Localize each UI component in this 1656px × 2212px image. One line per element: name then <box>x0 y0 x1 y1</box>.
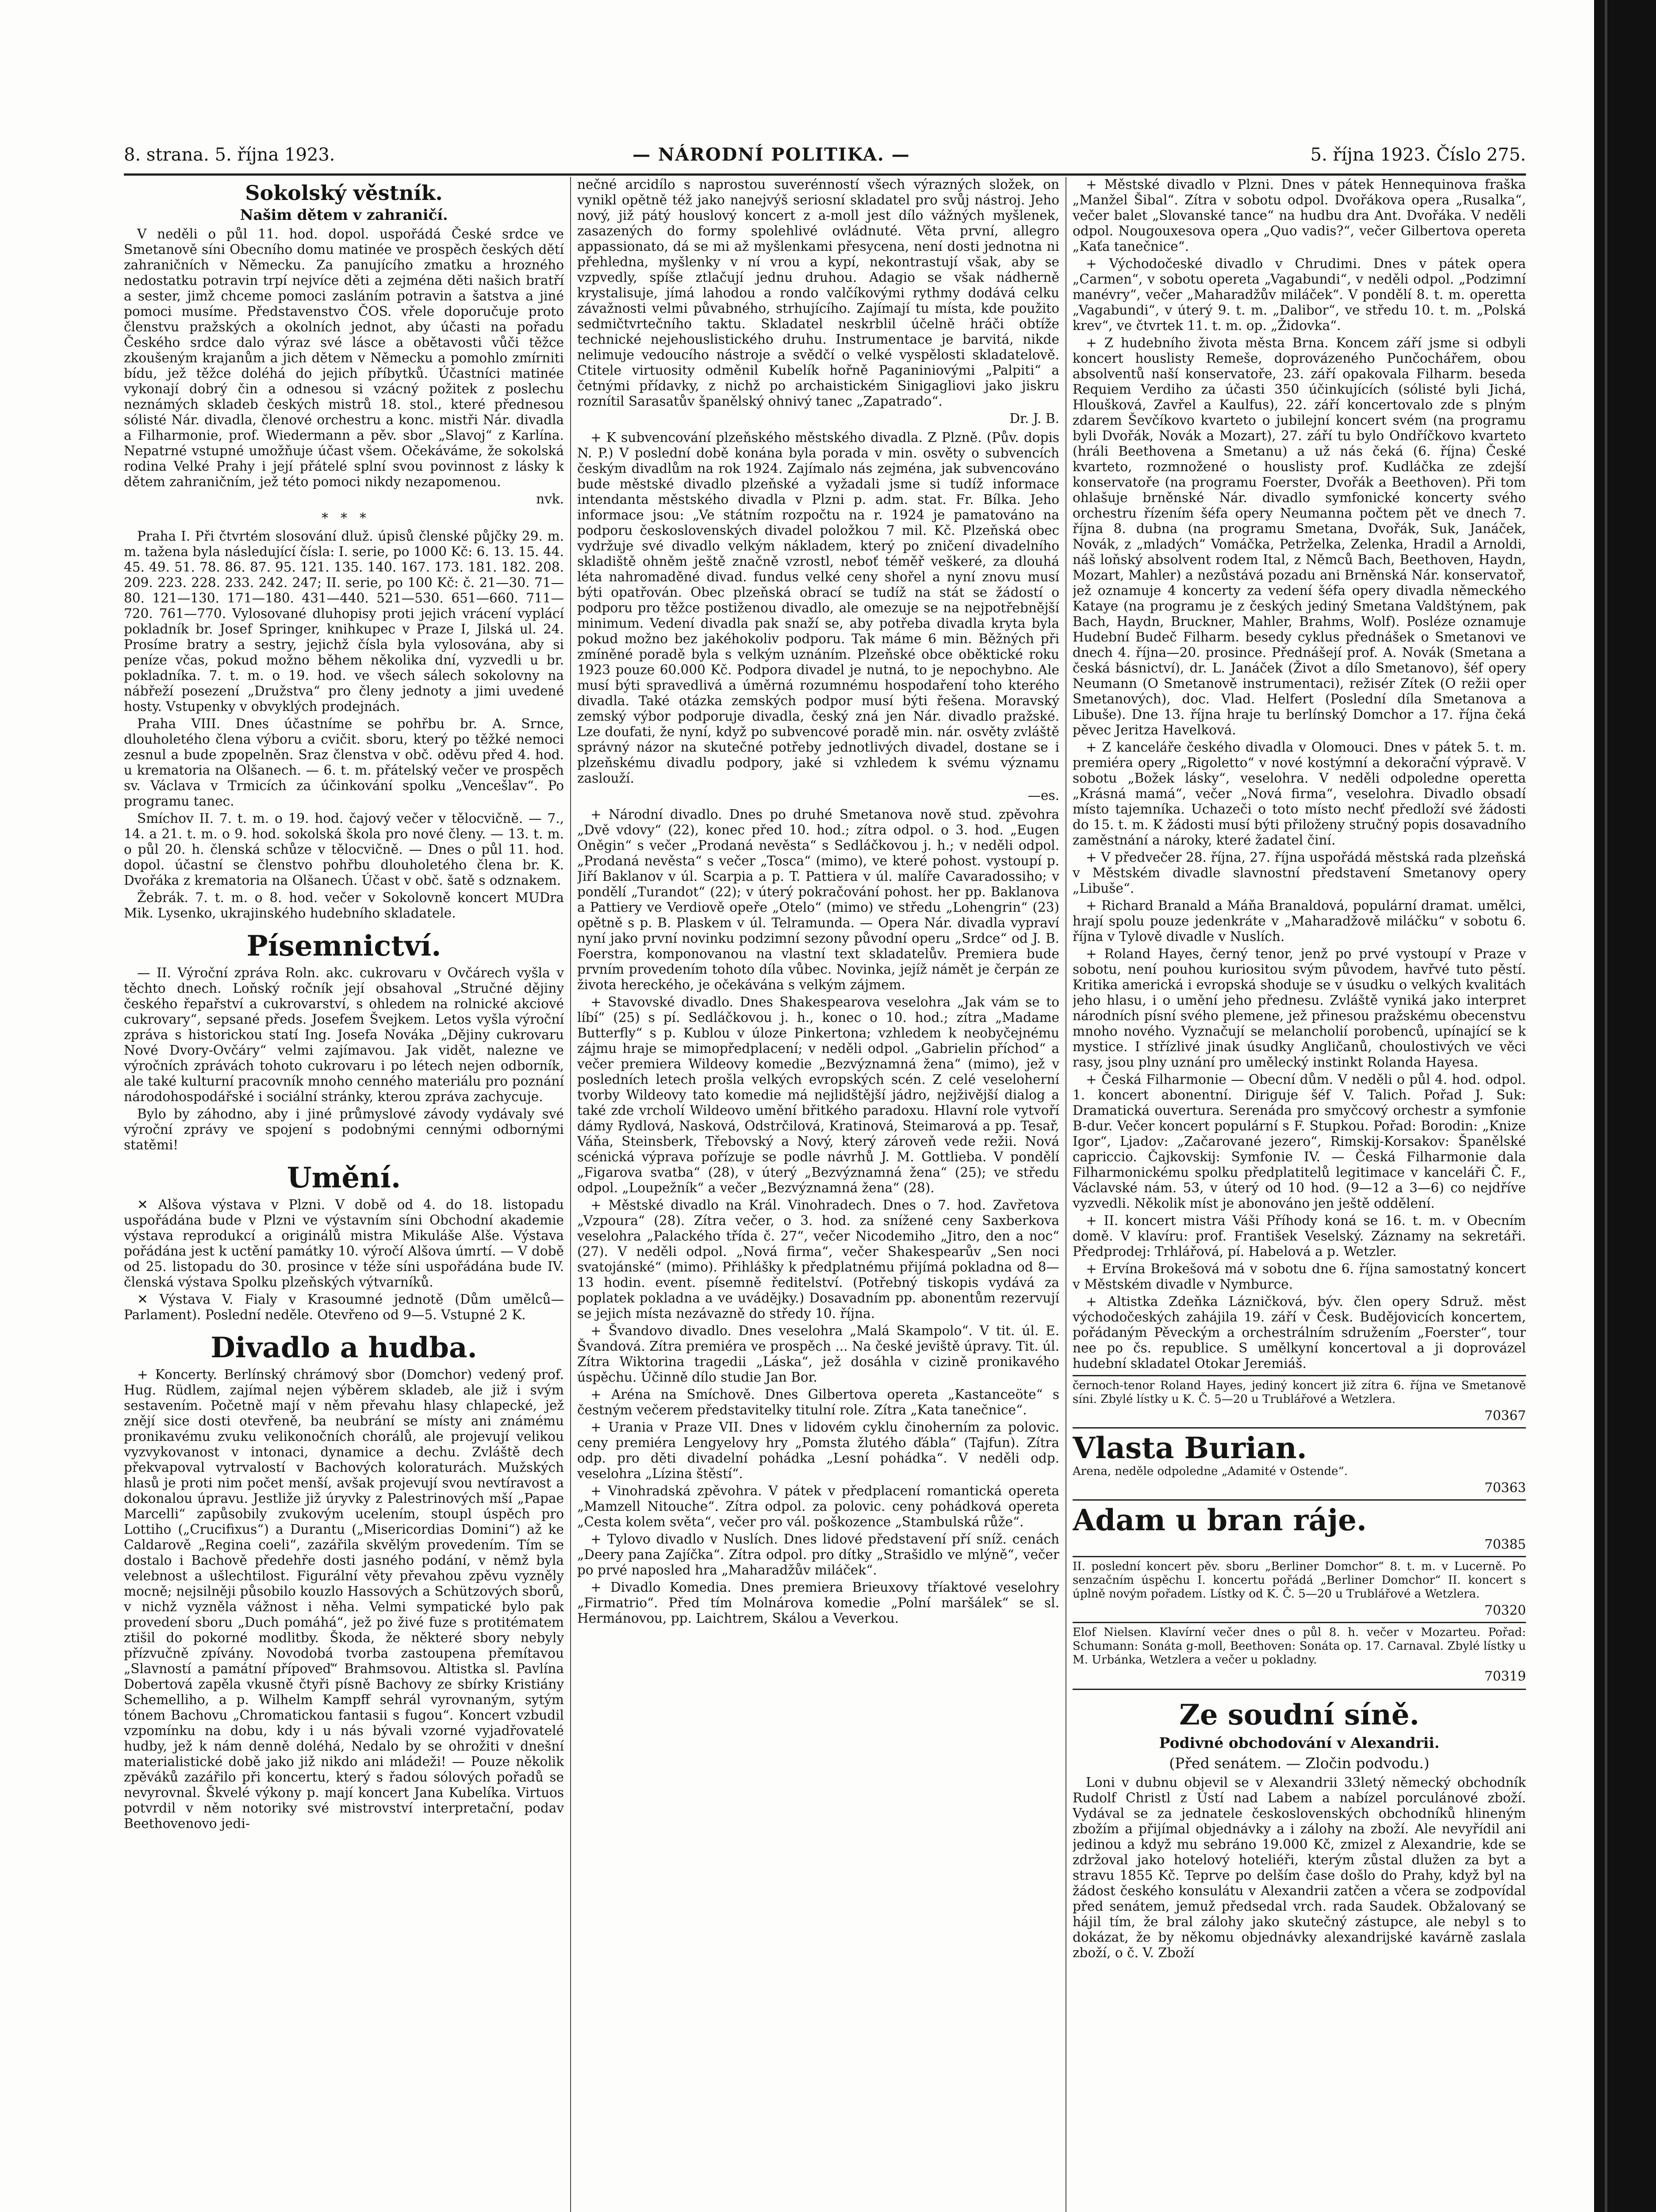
article-subtitle: (Před senátem. — Zločin podvodu.) <box>1169 1755 1430 1772</box>
ad-text: II. poslední koncert pěv. sboru „Berliner Domchor“ 8. t. m. v Lucerně. Po senzačním úspěchu I. koncertu pořádá „Berliner Domchor“ II. koncert s úplně novým pořadem. Lístky od K. Č. 5—20 u Trublářové a Wetzlera. <box>1073 1560 1526 1601</box>
article-paragraph: Loni v dubnu objevil se v Alexandrii 33letý německý obchodník Rudolf Christl z Ústí nad Labem a nabízel porculánové zboží. Vydával se za jednatele československých obchodníků hlineným zbožím a přijímal objednávky a i zálohy na zboží. Ale nevyřídil ani jedinou a když mu sebráno 19.000 Kč, zmizel z Alexandrie, kde se zdržoval jako hotelový hoteliéři, kterým zůstal dlužen za byt a stravu 1855 Kč. Teprve po delším čase došlo do Prahy, když byl na žádost českého konsulátu v Alexandrii zatčen a včera se zodpovídal před senátem, jemuž předsedal vrch. rada Saudek. Obžalovaný se hájil tím, že bral zálohy jako skutečný zástupce, ale nebyl s to dokázat, že by někomu objednávky alexandrijské kavárně zaslala zboží, o č. V. Zboží <box>1073 1775 1526 1960</box>
article-paragraph: Smíchov II. 7. t. m. o 19. hod. čajový večer v tělocvičně. — 7., 14. a 21. t. m. o 9. hod. sokolská škola pro nové členy. — 13. t. m. o půl 20. h. členská schůze v tělocvičně. — Dnes o půl 11. hod. dopol. účastní se členstvo pohřbu dlouholetého člena br. K. Dvořáka z krematoria na Olšanech. Účast v obč. šatě s odznakem. <box>124 811 564 888</box>
article-paragraph: + Aréna na Smíchově. Dnes Gilbertova opereta „Kastanceöte“ s čestným večerem představitelky titulní role. Zítra „Kata tanečnice“. <box>577 1387 1059 1417</box>
advertisement-adam <box>1073 1499 1526 1552</box>
header-left: 8. strana. 5. října 1923. <box>124 145 335 165</box>
column-3 <box>1073 177 1526 2212</box>
ad-number: 70367 <box>1484 1408 1526 1423</box>
ad-title: Vlasta Burian. <box>1073 1431 1307 1465</box>
section-title-soud: Ze soudní síně. <box>1179 1698 1419 1732</box>
section-title-pisemnictvi: Písemnictví. <box>246 929 441 963</box>
ad-title: Adam u bran ráje. <box>1073 1503 1367 1537</box>
article-paragraph: + Městské divadlo na Král. Vinohradech. Dnes o 7. hod. Zavřetova „Vzpoura“ (28). Zítra večer, o 3. hod. za snížené ceny Saxberkova veselohra „Palackého třída č. 27“, večer Nicodemiho „Jitro, den a noc“ (27). V neděli odpol. „Nová firma“, večer Shakespearův „Sen noci svatojánské“ (mimo). Přihlášky k předplatnému přijímá pokladna od 8—13 hodin. event. písemně ředitelství. (Potřebný tiskopis vydává za poplatek pokladna a ve uvádějky.) Dosavadním pp. abonentům rezervují se jejich místa nezávazně do středy 10. října. <box>577 1198 1059 1321</box>
scanner-binding-edge <box>1594 0 1656 2212</box>
article-paragraph: + Vinohradská zpěvohra. V pátek v předplacení romantická opereta „Mamzell Nitouche“. Zítra odpol. za polovic. ceny pohádková opereta „Cesta kolem světa“, večer pro vál. poškozence „Stambulská růže“. <box>577 1483 1059 1529</box>
article-paragraph: + Stavovské divadlo. Dnes Shakespearova veselohra „Jak vám se to líbí“ (25) s pí. Sedláčkovou j. h., konec o 10. hod.; zítra „Madame Butterfly“ s p. Kublou v úloze Pinkertona; vzhledem k neobyčejnému zájmu hraje se mimopředplacení; v neděli odpol. „Gabrielin příchod“ a večer premiera Wildeovy komedie „Bezvýznamná žena“ (mimo), jež v posledních letech prošla velkých evropských scén. Z celé veseloherní tvorby Wildeovy tato komedie má nejlidštější jádro, nejživější dialog a také zde vrcholí Wildeovo umění břitkého paradoxu. Hlavní role vytvoří dámy Rydlová, Nasková, Odstrčilová, Kratinová, Steimarová a pp. Tesař, Váňa, Steinsberk, Třebovský a Nový, který zároveň vede režii. Nová scénická výprava pořízuje se podle návrhů J. M. Gottlieba. V pondělí „Figarova svatba“ (28), v úterý „Bezvýznamná žena“ (25); ve středu odpol. „Loupežník“ a večer „Bezvýznamná žena“ (28). <box>577 995 1059 1195</box>
advertisement-hayes <box>1073 1375 1526 1424</box>
ad-number: 70320 <box>1484 1603 1526 1618</box>
article-paragraph: + Městské divadlo v Plzni. Dnes v pátek Hennequinova fraška „Manžel Šibal“. Zítra v sobotu odpol. Dvořákova opera „Rusalka“, večer balet „Slovanské tance“ na hudbu dra Ant. Dvořáka. V neděli odpol. Nougouxesova opera „Quo vadis?“, večer Gilbertova opereta „Kaťa tanečnice“. <box>1073 177 1526 254</box>
article-signature: Dr. J. B. <box>1009 411 1059 426</box>
article-title: Podivné obchodování v Alexandrii. <box>1159 1734 1440 1751</box>
article-paragraph: + Divadlo Komedia. Dnes premiera Brieuxovy tříaktové veselohry „Firmatrio“. Před tím Molnárova komedie „Polní maršálek“ se sl. Hermánovou, pp. Laichtrem, Skálou a Veverkou. <box>577 1580 1059 1626</box>
article-paragraph: + Ervína Brokešová má v sobotu dne 6. října samostatný koncert v Městském divadle v Nymburce. <box>1073 1261 1526 1292</box>
section-title-divadlo: Divadlo a hudba. <box>211 1331 477 1364</box>
article-title: Našim dětem v zahraničí. <box>240 206 448 223</box>
ad-text: Elof Nielsen. Klavírní večer dnes o půl 8. h. večer v Mozarteu. Pořad: Schumann: Sonáta g-moll, Beethoven: Sonáta op. 17. Carnaval. Zbylé lístky u M. Urbánka, Wetzlera a večer u pokladny. <box>1073 1626 1526 1667</box>
article-paragraph: + Švandovo divadlo. Dnes veselohra „Malá Skampolo“. V tit. úl. E. Švandová. Zítra premiéra ve prospěch ... Na české jeviště úpravy. Tit. úl. Zítra Wiktorina tragedii „Láska“, jež dosáhla v cizině pronikavého úspěchu. Účinně dílo studie Jan Bor. <box>577 1323 1059 1385</box>
ad-text: černoch-tenor Roland Hayes, jediný koncert již zítra 6. října ve Smetanově síni. Zbylé lístky u K. Č. 5—20 u Trublářové a Wetzlera. <box>1073 1379 1526 1406</box>
article-paragraph: + II. koncert mistra Váši Příhody koná se 16. t. m. v Obecním domě. V klavíru: prof. František Veselský. Záznamy na sekretáři. Předprodej: Trhlářová, pí. Habelová a p. Wetzler. <box>1073 1213 1526 1259</box>
section-rule <box>1073 1689 1526 1690</box>
article-paragraph: nečné arcidílo s naprostou suverénností všech výrazných složek, on vynikl opětně též jako nanejvýš seriosní skladatel pro svůj nástroj. Jeho nový, již pátý houslový koncert z a-moll jest dílo vážných myšlenek, zasazených do formy spolehlivé ovládnuté. Věta první, allegro appassionato, dá se mi až myšlenkami přesycena, není dosti jednotna ni přehledna, myšlenky v ní vrou a kypí, nekontrastují však, aby se vzpvedly, spíše ztlačují jednu druhou. Adagio se však nádherně krystalisuje, jímá lahodou a rondo valčíkovými rythmy dodává celku závažnosti velmi půvabného, strhujícího. Zajímají tu místa, kde použito sedmičtvrtečního taktu. Skladatel neskrblil účelně hráči obtíže technické nejehouslistického druhu. Instrumentace je barvitá, nikde nelimuje vedoucího nástroje a svědčí o velké vyspělosti skladatelově. Ctitele virtuosity odměnil Kubelík hořně Paganiniovými „Palpiti“ a četnými přídavky, z nichž po archaistickém Sinigagliovi jako jiskru roznítil Sarasatův španělský ohnivý tanec „Zapatrado“. <box>577 177 1059 409</box>
article-paragraph: + Východočeské divadlo v Chrudimi. Dnes v pátek opera „Carmen“, v sobotu opereta „Vagabundi“, v neděli odpol. „Podzimní manévry“, večer „Maharadžův miláček“. V pondělí 8. t. m. operetta „Vagabundi“, v úterý 9. t. m. „Dalibor“, ve středu 10. t. m. „Polská krev“, ve čtvrtek 11. t. m. op. „Židovka“. <box>1073 256 1526 333</box>
column-separator <box>570 177 571 2212</box>
article-paragraph: + Koncerty. Berlínský chrámový sbor (Domchor) vedený prof. Hug. Rüdlem, zajímal nejen výběrem skladeb, ale již i svým sestavením. Početně mají v něm převahu hlasy chlapecké, jež znějí sice dosti otevřeně, ba neubrání se místy ani známému pronikavému zvuku velikonočních chorálů, ale projevují velikou vyzvykovanost v intonaci, dynamice a dechu. Zvláště dech překvapoval vytrvalostí v Bachových koloraturách. Mužských hlasů je proti nim počet menší, avšak projevují svou nevtíravost a dokonalou úpravu. Jestliže již úryvky z Palestrinových mší „Papae Marcelli“ zapůsobily zvukovým ucelením, stoupl úspěch pro Lottiho („Crucifixus“) a Durantu („Misericordias Domini“) až ke Caldarově „Regina coeli“, zazářila skvělým provedením. Tím se dostalo i Bachově předehře dosti jasného podání, v němž byla velebnost a ušlechtilost. Figurální věty převahou zpěvu vyzněly mocně; nejsilněji působilo kouzlo Hassových a Schützových sborů, v nichž vyzněla vážnost i něha. Velmi sympatické bylo pak provedení sboru „Duch pomáhá“, jež po živé fuze s protitématem ztišil do pokorné modlitby. Škoda, že některé sbory nebyly přízvučně zpívány. Novodobá tvorba zastoupena přemítavou „Slavností a památní přípoveď“ Brahmsovou. Altistka sl. Pavlína Dobertová zapěla vkusně čtyři písně Bachovy ze sbírky Kristiány Schemelliho, a p. Wilhelm Kampff sehrál vyrovnaným, sytým tónem Bachovu „Chromatickou fantasii s fugou“. Koncert vzbudil vzpomínku na dobu, kdy i u nás bývali vzorné vyjadřovatelé hudby, jež k nám denně doléhá, Nedalo by se ohrožiti v dnešní materialistické době jako již nikdo ani mládeži! — Pouze několik zpěváků zazářilo při koncertu, který s řadou sólových pořadů se nevyrovnal. Škvelé výkony p. mají koncert Jana Kubelíka. Virtuos potvrdil v něm notoriky své mistrovství interpretační, podav Beethovenovo jedi- <box>124 1367 564 1831</box>
article-paragraph: + Tylovo divadlo v Nuslích. Dnes lidové představení pří sníž. cenách „Deery pana Zajíčka“. Zítra odpol. pro dítky „Strašidlo ve mlýně“, večer po prvé naposled hra „Maharadžův miláček“. <box>577 1532 1059 1578</box>
article-paragraph: + Česká Filharmonie — Obecní dům. V neděli o půl 4. hod. odpol. 1. koncert abonentní. Diriguje šéf V. Talich. Pořad J. Suk: Dramatická ouvertura. Serenáda pro smyčcový orchestr a symfonie B-dur. Večer koncert populární s F. Stupkou. Pořad: Borodin: „Knize Igor“, Ljadov: „Začarované jezero“, Rimskij-Korsakov: Španělské capriccio. Čajkovskij: Symfonie IV. — Česká Filharmonie dala Filharmonickému spolku předplatitelů legitimace v kanceláři Č. F., Václavské nám. 53, v úterý od 10 hod. (9—12 a 3—6) co nejdříve vyzvedli. Několik míst je abonováno jen ještě oddělení. <box>1073 1072 1526 1211</box>
article-paragraph: + Roland Hayes, černý tenor, jenž po prvé vystoupí v Praze v sobotu, není pouhou kuriositou svým původem, havřvé tuto pěstí. Kritika americká i evropská shoduje se v úsudku o velkých kvalitách jeho hlasu, i o umění jeho přednesu. Zvláště vyniká jako interpret národních písní svého plemene, jež přinesou pražskému obecenstvu mnoho nového. Vyznačují se melancholií porobenců, upínající se k mystice. I střízlivé jinak úsudky Angličanů, choulostivých ve věci rasy, jsou plny uznání pro umělecký instinkt Rolanda Hayesa. <box>1073 946 1526 1070</box>
article-paragraph: + Urania v Praze VII. Dnes v lidovém cyklu činoherním za polovic. ceny premiéra Lengyelovy hry „Pomsta žlutého ďábla“ (Tajfun). Zítra odp. pro děti divadelní pohádka „Lesní pohádka“. V neděli odp. veselohra „Lízina štěstí“. <box>577 1420 1059 1481</box>
ad-number: 70363 <box>1484 1480 1526 1495</box>
article-paragraph: Žebrák. 7. t. m. o 8. hod. večer v Sokolovně koncert MUDra Mik. Lysenko, ukrajinského hudebního skladatele. <box>124 890 564 921</box>
article-signature: —es. <box>1027 788 1059 803</box>
section-title-sokol: Sokolský věstník. <box>245 181 443 205</box>
ad-number: 70319 <box>1484 1669 1526 1684</box>
article-paragraph: Praha I. Při čtvrtém slosování dluž. úpisů členské půjčky 29. m. m. tažena byla následující čísla: I. serie, po 1000 Kč: 6. 13. 15. 44. 45. 49. 51. 78. 86. 87. 95. 121. 135. 140. 167. 173. 181. 182. 208. 209. 223. 228. 233. 242. 247; II. serie, po 100 Kč: č. 21—30. 71—80. 121—130. 171—180. 431—440. 521—530. 651—660. 711—720. 761—770. Vylosované dluhopisy proti jejich vrácení vyplácí pokladník br. Josef Springer, knihkupec v Praze I, Jilská ul. 24. Prosíme bratry a sestry, jejichž čísla byla vylosována, aby si peníze včas, pokud možno během několika dní, vyzvedli u br. pokladníka. 7. t. m. o 19. hod. ve všech sálech sokolovny na nábřeží posezení „Družstva“ pro členy jednoty a jimi uvedené hosty. Vstupenky v obvyklých prodejnách. <box>124 529 564 714</box>
article-paragraph: + Richard Branald a Máňa Branaldová, populární dramat. umělci, hrají spolu pouze jedenkráte v „Maharadžově miláčku“ v sobotu 6. října v Tylově divadle v Nuslích. <box>1073 898 1526 944</box>
article-signature: nvk. <box>536 492 564 507</box>
column-2 <box>577 177 1059 2212</box>
ad-number: 70385 <box>1484 1537 1526 1552</box>
ad-text: Arena, neděle odpoledne „Adamité v Ostende“. <box>1073 1465 1348 1478</box>
article-paragraph: + Z hudebního života města Brna. Koncem září jsme si odbyli koncert houslisty Remeše, doprovázeného Punčochářem, obou absolventů naší konservatoře, 23. září opakovala Filharm. beseda Requiem Verdiho za účasti 350 účinkujících (sólisté byli Jichá, Hloušková, Zavřel a Kaulfus), 22. září koncertovalo zde s plným zdarem Ševčíkovo kvarteto o jubilejní koncert svém (na programu byli Dvořák, Novák a Mozart), 27. září tu bylo Ondříčkovo kvarteto (hráli Beethovena a Smetanu) a už nás čeká (6. října) České kvarteto, rozmnožené o houslisty prof. Kudláčka ze zdejší konservatoře (na programu Foerster, Dvořák a Beethoven). Při tom ohlašuje brněnské Nár. divadlo symfonické koncerty svého orchestru řízením šéfa opery Neumanna počtem pět ve dnech 7. října 8. dubna (na programu Smetana, Dvořák, Suk, Janáček, Novák, z „mladých“ Vomáčka, Petrželka, Zelenka, Hradil a Arnoldi, náš loňský absolvent rodem Ital, z Němců Bach, Beethoven, Haydn, Mozart, Mahler) a nezůstává pozadu ani Brněnská Nár. konservatoř, jež oznamuje 4 koncerty za vedení šéfa opery divadla německého Kataye (na programu je z českých jediný Smetana Valdštýnem, pak Bach, Haydn, Bruckner, Mahler, Brahms, Wolf). Posléze oznamuje Hudební Budeč Filharm. besedy cyklus přednášek o Smetanovi ve dnech 4. října—20. prosince. Přednášejí prof. A. Novák (Smetana a česká básnictví), dr. L. Janáček (Život a dílo Smetanovo), šéf opery Neumann (O Smetanově instrumentaci), režisér Zítek (O režii oper Smetanových), doc. Vlad. Helfert (Poslední díla Smetanova a Libuše). Dne 13. října hraje tu berlínský Domchor a 17. října čeká pěvec Jeritza Havelková. <box>1073 335 1526 737</box>
column-1 <box>124 177 564 2212</box>
article-paragraph: V neděli o půl 11. hod. dopol. uspořádá České srdce ve Smetanově síni Obecního domu matinée ve prospěch českých dětí zahraničních v Německu. Za panujícího zmatku a hrozného nedostatku potravin trpí nejvíce děti a zejména děti našich bratří a sester, jimž chceme pomoci zasláním potravin a šatstva a jiné pomoci musíme. Představenstvo ČOS. vřele doporučuje proto členstvu pražských a okolních jednot, aby účasti na pořadu Českého srdce dalo výraz své lásce a obětavosti vůči těžce zkoušeným krajanům a jich dětem v Německu a pomohlo zmírniti bídu, jež těžce doléhá do jejich příbytků. Účastníci matinée vykonají dobrý čin a odnesou si vzácný požitek z poslechu neznámých skladeb českých mistrů 18. stol., které přednesou sólisté Nár. divadla, členové orchestru a konc. mistři Nár. divadla a Filharmonie, prof. Wiedermann a pěv. sbor „Slavoj“ z Karlína. Nepatrné vstupné umožňuje účast všem. Očekáváme, že sokolská rodina Velké Prahy i její přátelé splní svou povinnost z lásky k dětem zahraničním, jež této pomoci nikdy nezapomenou. <box>124 227 564 489</box>
masthead-title: — NÁRODNÍ POLITIKA. — <box>632 144 910 165</box>
article-paragraph: ✕ Výstava V. Fialy v Krasoumné jednotě (Dům umělců—Parlament). Poslední neděle. Otevřeno od 9—5. Vstupné 2 K. <box>124 1292 564 1322</box>
article-paragraph: — II. Výroční zpráva Roln. akc. cukrovaru v Ovčárech vyšla v těchto dnech. Loňský ročník její obsahoval „Stručné dějiny českého řepařství a cukrovarství, s ohledem na rolnické akciové cukrovary“, sepsané předs. Josefem Švejkem. Letos vyšla výroční zpráva s historickou statí Ing. Josefa Nováka „Dějiny cukrovaru Nové Dvory-Ovčáry“ velmi zajímavou. Jak vidět, nalezne ve výročních zprávách tohoto cukrovaru i po létech nejen odborník, ale také kulturní pracovník mnoho cenného materiálu pro poznání národohospodářské i sociální stránky, kterou zpráva zachycuje. <box>124 965 564 1104</box>
header-rule <box>124 173 1526 176</box>
advertisement-domchor <box>1073 1556 1526 1618</box>
article-paragraph: + Altistka Zdeňka Lázničková, býv. člen opery Sdruž. měst východočeských zahájila 19. září v Česk. Budějovicích koncertem, pořádaným Pěveckým a orchestrálním sdružením „Foerster“, tour nee po čs. republice. S umělkyní koncertoval a ji doprovázel hudební skladatel Otokar Jeremiáš. <box>1073 1294 1526 1371</box>
article-paragraph: + Z kanceláře českého divadla v Olomouci. Dnes v pátek 5. t. m. premiéra opery „Rigoletto“ v nové kostýmní a dekorační výpravě. V sobotu „Božek lásky“, veselohra. V neděli odpoledne operetta „Krásná mamá“, večer „Nová firma“, veselohra. Divadlo obsadí místo tajemníka. Uchazeči o toto místo nechť předloží své žádosti do 15. t. m. K žádosti musí býti přiloženy stručný popis dosavadního zaměstnání a nároky, které žadatel činí. <box>1073 740 1526 848</box>
article-paragraph: + K subvencování plzeňského městského divadla. Z Plzně. (Pův. dopis N. P.) V poslední době konána byla porada v min. osvěty o subvencích českým divadlům na rok 1924. Zajímalo nás zejména, jak subvencováno bude městské divadlo plzeňské a vyžadali jsme si tudíž informace intendanta městského divadla v Plzni p. adm. stat. Fr. Bílka. Jeho informace jsou: „Ve státním rozpočtu na r. 1924 je pamatováno na podporu československých divadel položkou 7 mil. Kč. Plzeňská obec vydržuje své divadlo velkým nákladem, který po zničení divadelního skladiště ohněm ještě značně vzrostl, neboť téměř veškeré, za dlouhá léta nahromaděné divad. fundus velké ceny shořel a nyní znovu musí býti opatřován. Obec plzeňská obrací se tudíž na stát se žádostí o podporu pro těžce postiženou divadlo, ale omezuje se na nejpotřebnější minimum. Vedení divadla pak snaží se, aby potřeba divadla kryta byla pokud možno bez jakéhokoliv podporu. Tak máme 6 min. Běžných při zmíněné poradě byla s velkým uznáním. Plzeňské obce oběktické roku 1923 pouze 60.000 Kč. Podpora divadel je nutná, to je nepochybno. Ale musí býti spravedlivá a úměrná rozumnému hospodaření toho kterého divadla. Také otázka zemských podpor musí býti řešena. Moravský zemský výbor podporuje divadla, český zná jen Nár. divadlo pražské. Lze doufati, že nyní, když po subvencové poradě min. nár. osvěty zvláště správný názor na skutečné potřeby jednotlivých divadel, dostane se i plzeňskému divadlu podpory, jaké si vzhledem k svému významu zaslouží. <box>577 430 1059 786</box>
article-paragraph: + Národní divadlo. Dnes po druhé Smetanova nově stud. zpěvohra „Dvě vdovy“ (22), konec před 10. hod.; zítra odpol. o 3. hod. „Eugen Oněgin“ s večer „Prodaná nevěsta“ s Sedláčkovou j. h.; v neděli odpol. „Prodaná nevěsta“ s večer „Tosca“ (mimo), ve které pohost. vystoupí p. Jiří Baklanov v úl. Scarpia a p. T. Pattiera v úl. malíře Cavaradossiho; v pondělí „Turandot“ (22); v úterý pokračování pohost. her pp. Baklanova a Pattiery ve Verdiově opeře „Otelo“ (mimo) ve středu „Lohengrin“ (23) opětně s p. B. Plaskem v úl. Telramunda. — Opera Nár. divadla vypraví nyní jako první novinku podzimní sezony původní operu „Srdce“ od J. B. Foerstra, komponovanou na vlastní text skladatelův. Premiera bude prvním provedením tohoto díla vůbec. Novinka, jejíž námět je čerpán ze života hereckého, je očekávána s velkým zájmem. <box>577 807 1059 992</box>
section-title-umeni: Umění. <box>287 1161 401 1194</box>
article-paragraph: Praha VIII. Dnes účastníme se pohřbu br. A. Srnce, dlouholetého člena výboru a cvičit. sboru, který po těžké nemoci zesnul a bude zpopelněn. Sraz členstva v obč. oděvu před 4. hod. u krematoria na Olšanech. — 6. t. m. přátelský večer ve prospěch sv. Václava v Trmicích za účinkování spolku „Vencešlav“. Po programu tanec. <box>124 716 564 809</box>
separator-dots: * * * <box>322 511 366 526</box>
advertisement-nielsen <box>1073 1622 1526 1684</box>
article-paragraph: + V předvečer 28. října, 27. října uspořádá městská rada plzeňská v Městském divadle slavnostní představení Smetanovy opery „Libuše“. <box>1073 850 1526 896</box>
page-header <box>124 142 1526 168</box>
advertisement-burian <box>1073 1427 1526 1496</box>
article-paragraph: ✕ Alšova výstava v Plzni. V době od 4. do 18. listopadu uspořádána bude v Plzni ve výstavním síni Obchodní akademie výstava reprodukcí a originálů mistra Mikuláše Alše. Výstava pořádána jest k uctění památky 10. výročí Alšova úmrtí. — V době od 25. listopadu do 30. prosince v téže síni uspořádána bude IV. členská výstava Spolku plzeňských výtvarníků. <box>124 1197 564 1290</box>
article-paragraph: Bylo by záhodno, aby i jiné průmyslové závody vydávaly své výroční zprávy ve spojení s podobnými cennými odbornými statěmi! <box>124 1106 564 1152</box>
header-right: 5. října 1923. Číslo 275. <box>1310 145 1526 165</box>
